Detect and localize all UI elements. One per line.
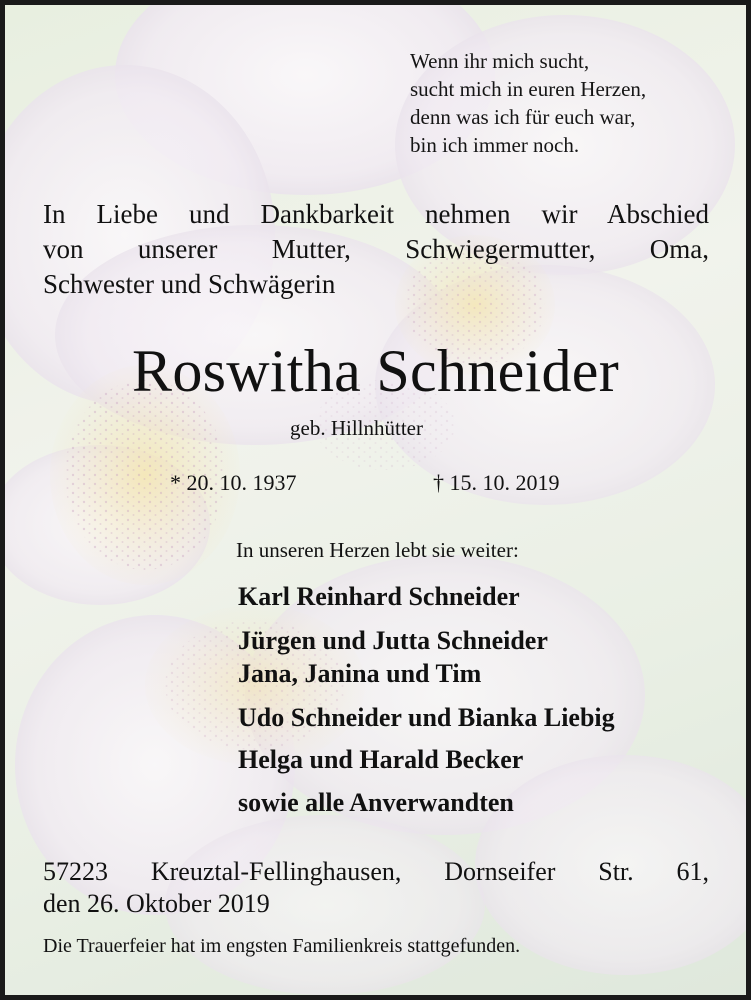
mourner-name: sowie alle Anverwandten	[238, 788, 514, 817]
farewell-line: Schwester und Schwägerin	[43, 269, 336, 299]
mourner-name: Jana, Janina und Tim	[238, 659, 482, 688]
farewell-text	[43, 197, 709, 302]
poem-line: denn was ich für euch war,	[410, 105, 636, 129]
date-line: den 26. Oktober 2019	[43, 889, 270, 918]
mourner-name: Karl Reinhard Schneider	[238, 582, 520, 611]
mourner-name: Jürgen und Jutta Schneider	[238, 626, 548, 655]
poem-line: bin ich immer noch.	[410, 133, 580, 157]
deceased-name: Roswitha Schneider	[132, 338, 619, 404]
mourners-intro: In unseren Herzen lebt sie weiter:	[236, 538, 519, 562]
mourner-name: Udo Schneider und Bianka Liebig	[238, 703, 615, 732]
birth-date: * 20. 10. 1937	[170, 470, 297, 495]
poem-line: sucht mich in euren Herzen,	[410, 77, 647, 101]
funeral-note: Die Trauerfeier hat im engsten Familienkreis stattgefunden.	[43, 935, 521, 957]
death-date: † 15. 10. 2019	[433, 470, 560, 495]
address-line: 57223 Kreuztal-Fellinghausen, Dornseifer Str. 61,	[43, 857, 709, 886]
poem-line: Wenn ihr mich sucht,	[410, 49, 590, 73]
farewell-line: In Liebe und Dankbarkeit nehmen wir Abschied	[43, 199, 709, 229]
mourner-name: Helga und Harald Becker	[238, 745, 524, 774]
address-block	[43, 856, 709, 920]
memorial-poem	[410, 47, 646, 159]
farewell-line: von unserer Mutter, Schwiegermutter, Oma,	[43, 234, 709, 264]
maiden-name: geb. Hillnhütter	[290, 416, 423, 440]
